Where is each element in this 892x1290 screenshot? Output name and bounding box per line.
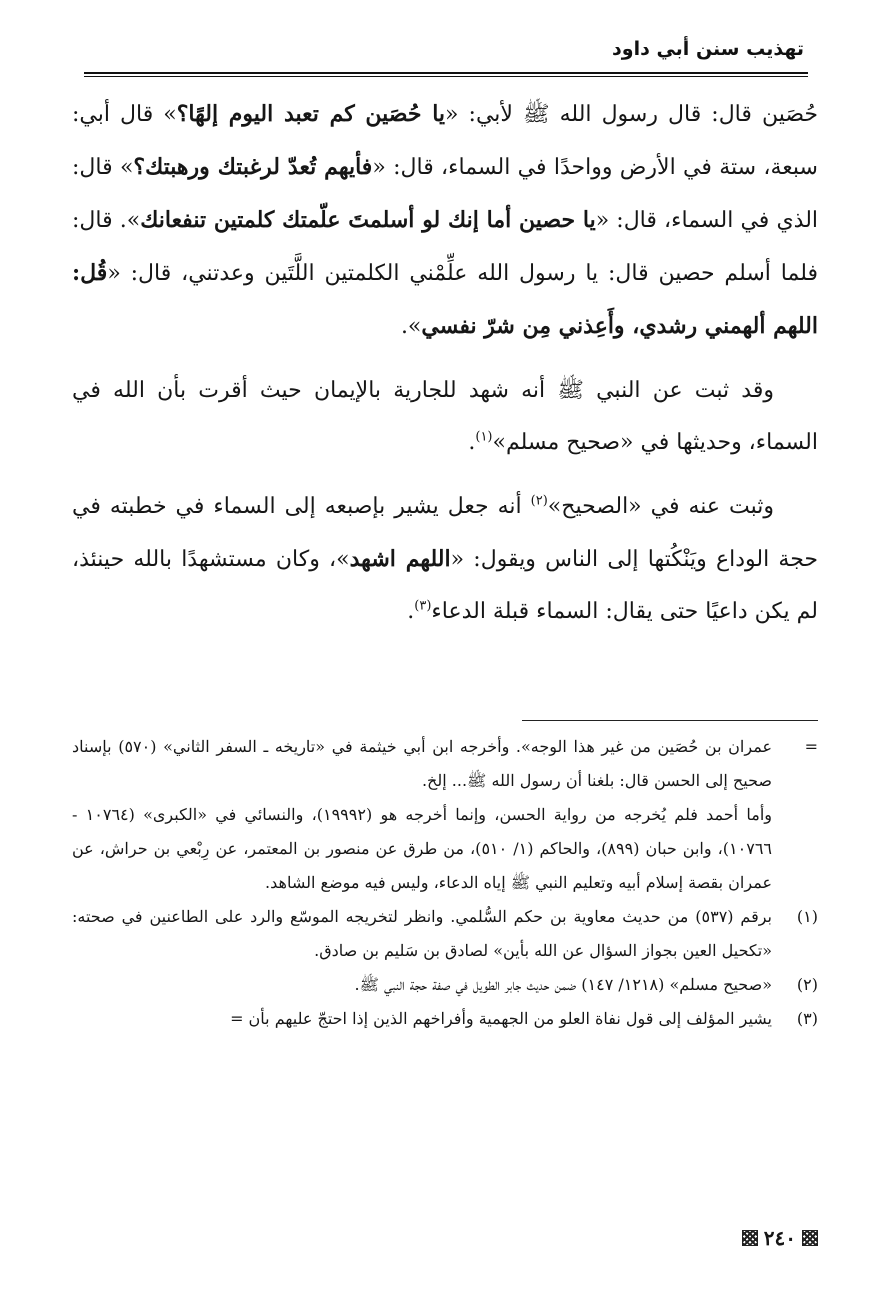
footnote-ref-1[interactable]: (١): [475, 429, 493, 445]
main-text: [72, 88, 818, 638]
footnote-marker: (١): [796, 907, 818, 926]
paragraph-3: [72, 481, 818, 638]
ornament-left-icon: [742, 1230, 758, 1246]
text-run: »، وكان مستشهدًا بالله حينئذ، لم يكن داعيًا حتى يقال: السماء قبلة الدعاء: [72, 547, 818, 624]
text-run: .: [468, 430, 476, 455]
footnote-continued: [72, 730, 818, 900]
text-run: ».: [400, 314, 422, 339]
header-rule: [84, 72, 808, 74]
paragraph-2: [72, 365, 818, 469]
footnote-body: برقم (٥٣٧) من حديث معاوية بن حكم السُّلمي. وانظر لتخريجه الموسّع والرد على الطاعنين في صحته: «تكحيل العين بجواز السؤال عن الله بأين» لصادق بن سَليم بن صادق.: [72, 907, 773, 960]
text-run: وقد ثبت عن النبي ﷺ أنه شهد للجارية بالإيمان حيث أقرت بأن الله في السماء، وحديثها في «صحيح مسلم»: [72, 378, 818, 455]
paragraph-1: [72, 88, 818, 353]
text-run: ». قال: فلما أسلم حصين قال: يا رسول الله علِّمْني الكلمتين اللَّتَين وعدتني، قال: «: [72, 208, 818, 286]
footnote-1: [72, 900, 818, 968]
hadith-quote: فأيهم تُعدّ لرغبتك ورهبتك؟: [133, 154, 373, 180]
footnote-line: عمران بن حُصَين من غير هذا الوجه». وأخرجه ابن أبي خيثمة في «تاريخه ـ السفر الثاني» (٥٧٠) بإسناد صحيح إلى الحسن قال: بلغنا أن رسول الله ﷺ... إلخ.: [72, 737, 772, 790]
text-run: وثبت عنه في «الصحيح»: [547, 494, 774, 519]
footnotes: [72, 730, 818, 1036]
hadith-quote: اللهم اشهد: [349, 546, 451, 572]
footnote-line: وأما أحمد فلم يُخرجه من رواية الحسن، وإنما أخرجه هو (١٩٩٩٢)، والنسائي في «الكبرى» (١٠٧٦٤ - ١٠٧٦٦)، وابن حبان (٨٩٩)، والحاكم (١/ ٥١٠)، من طرق عن منصور بن المعتمر، عن رِبْعي بن حراش، عن عمران بقصة إسلام أبيه وتعليم النبي ﷺ إياه الدعاء، وليس فيه موضع الشاهد.: [72, 805, 772, 892]
text-run: أنه جعل يشير بإصبعه إلى السماء في خطبته في حجة الوداع ويَنْكُتها إلى الناس ويقول: «: [72, 494, 818, 572]
footnote-ref-2[interactable]: (٢): [530, 493, 548, 509]
text-run: » قال: الذي في السماء، قال: «: [72, 155, 819, 233]
text-run: حُصَين قال: قال رسول الله ﷺ لأبي: «: [445, 102, 819, 127]
page-number: ٢٤٠: [763, 1226, 796, 1250]
ornament-right-icon: [802, 1230, 818, 1246]
text-run: .: [407, 599, 415, 624]
footnote-ref-3[interactable]: (٣): [414, 598, 432, 614]
text-run: » قال أبي: سبعة، ستة في الأرض وواحدًا في السماء، قال: «: [72, 102, 818, 180]
hadith-quote: قُل: اللهم ألهمني رشدي، وأَعِذني مِن شرّ نفسي: [72, 260, 818, 339]
footnote-body: [72, 730, 772, 900]
footnote-separator: [522, 720, 818, 721]
footnote-body: «صحيح مسلم» (١٢١٨/ ١٤٧) ضمن حديث جابر الطويل في صفة حجة النبي ﷺ.: [354, 975, 772, 994]
hadith-quote: يا حصين أما إنك لو أسلمتَ علّمتك كلمتين تنفعانك: [140, 207, 596, 233]
footnote-body: يشير المؤلف إلى قول نفاة العلو من الجهمية وأفراخهم الذين إذا احتجّ عليهم بأن =: [230, 1009, 772, 1028]
footnote-marker: (٣): [796, 1009, 818, 1028]
hadith-quote: يا حُصَين كم تعبد اليوم إلهًا؟: [176, 101, 446, 127]
footnote-marker: =: [804, 737, 818, 756]
footnote-3: [72, 1002, 818, 1036]
footnote-marker: (٢): [796, 975, 818, 994]
running-title: تهذيب سنن أبي داود: [612, 38, 804, 60]
page-folio: [742, 1226, 818, 1250]
footnote-2: [72, 968, 818, 1002]
